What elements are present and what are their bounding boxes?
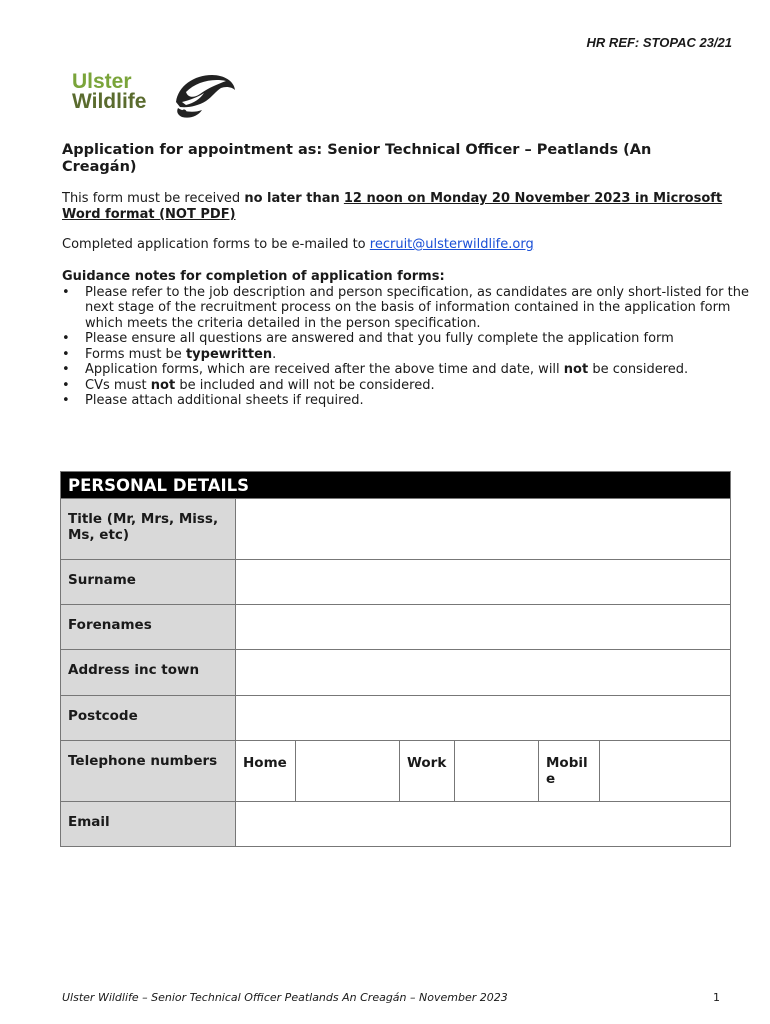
- mobile-phone-label: Mobile: [539, 741, 600, 802]
- forenames-field[interactable]: [236, 605, 731, 650]
- guidance-item: • Please ensure all questions are answered and that you fully complete the application form: [62, 331, 762, 347]
- page-number: 1: [713, 991, 720, 1004]
- recruit-email-link[interactable]: recruit@ulsterwildlife.org: [369, 237, 534, 252]
- guidance-text: Application forms, which are received after the above time and date, will: [85, 362, 564, 377]
- surname-field[interactable]: [236, 560, 731, 605]
- guidance-text: which meets the criteria detailed in the person specification.: [85, 315, 481, 331]
- guidance-item: [62, 362, 762, 378]
- guidance-item: [62, 285, 762, 332]
- logo-line-1: Ulster: [72, 70, 132, 93]
- title-field[interactable]: [236, 499, 731, 560]
- title-label: Title (Mr, Mrs, Miss, Ms, etc): [61, 499, 236, 560]
- email-instruction: [62, 237, 534, 252]
- guidance-item: [62, 378, 762, 394]
- guidance-bold: not: [150, 377, 176, 393]
- guidance-text: .: [272, 346, 277, 362]
- guidance-text: be considered.: [588, 362, 689, 377]
- guidance-text: CVs must: [85, 377, 151, 393]
- home-phone-label: Home: [236, 741, 296, 802]
- guidance-heading: Guidance notes for completion of application forms:: [62, 269, 445, 284]
- guidance-text: Forms must be: [85, 346, 186, 362]
- personal-details-header: PERSONAL DETAILS: [61, 472, 731, 499]
- personal-details-table: [60, 471, 731, 847]
- postcode-field[interactable]: [236, 696, 731, 741]
- deadline-notice: [62, 191, 742, 223]
- forenames-label: Forenames: [61, 605, 236, 650]
- email-prefix: Completed application forms to be e-mailed to: [62, 237, 370, 252]
- guidance-bold: typewritten: [185, 346, 273, 362]
- home-phone-field[interactable]: [296, 741, 400, 802]
- address-field[interactable]: [236, 650, 731, 696]
- work-phone-label: Work: [400, 741, 455, 802]
- badger-icon: [172, 72, 237, 120]
- deadline-prefix: This form must be received: [62, 191, 245, 206]
- deadline-bold: no later than: [244, 191, 340, 206]
- postcode-label: Postcode: [61, 696, 236, 741]
- guidance-list: [62, 285, 762, 409]
- guidance-text: be included and will not be considered.: [175, 377, 435, 393]
- deadline-date: 12 noon on Monday 20 November 2023 in Microsoft Word format (NOT PDF): [62, 191, 723, 222]
- ulster-wildlife-logo: [72, 72, 242, 122]
- logo-line-2: Wildlife: [72, 90, 147, 113]
- page-title: Application for appointment as: Senior Technical Officer – Peatlands (An Creagán): [62, 142, 652, 175]
- surname-label: Surname: [61, 560, 236, 605]
- telephone-label: Telephone numbers: [61, 741, 236, 802]
- guidance-text: next stage of the recruitment process on the basis of information contained in the application form: [85, 300, 731, 315]
- guidance-bold: not: [563, 362, 589, 377]
- hr-reference: HR REF: STOPAC 23/21: [586, 35, 732, 50]
- email-label: Email: [61, 802, 236, 847]
- email-field[interactable]: [236, 802, 731, 847]
- mobile-phone-field[interactable]: [600, 741, 731, 802]
- guidance-notes: [62, 269, 762, 409]
- work-phone-field[interactable]: [455, 741, 539, 802]
- guidance-item: • Please attach additional sheets if required.: [62, 393, 762, 409]
- guidance-item: [62, 347, 762, 363]
- guidance-text: Please refer to the job description and person specification, as candidates are only short-listed for the: [85, 284, 749, 300]
- page-footer: Ulster Wildlife – Senior Technical Officer Peatlands An Creagán – November 2023: [62, 991, 508, 1004]
- address-label: Address inc town: [61, 650, 236, 696]
